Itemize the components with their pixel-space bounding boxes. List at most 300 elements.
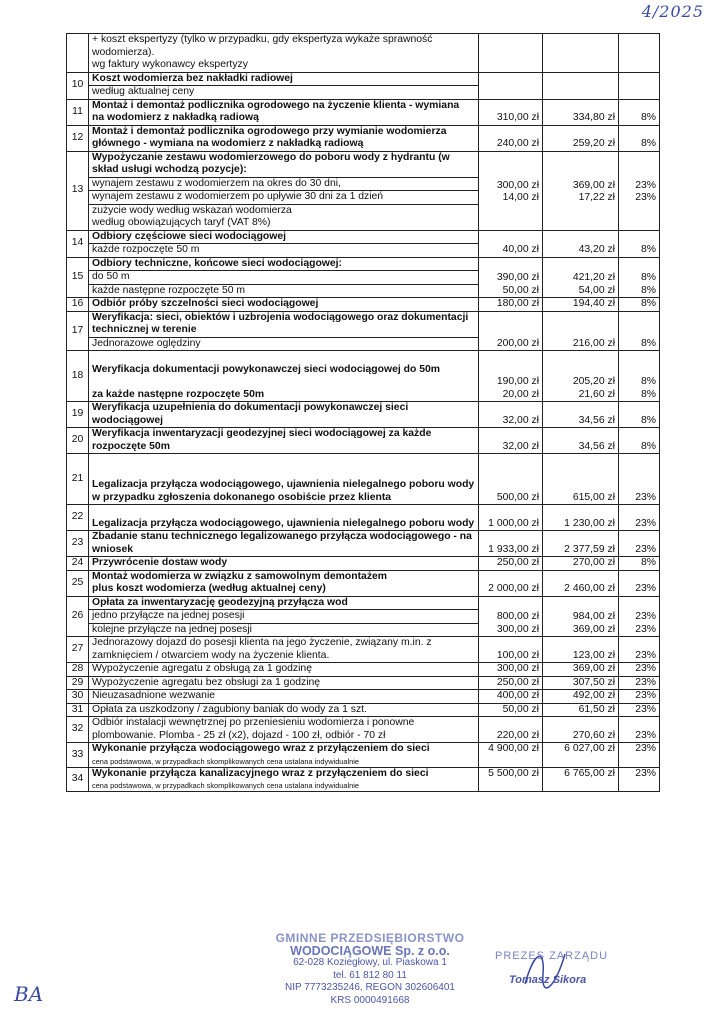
vat-value: 23% bbox=[635, 192, 656, 203]
description-line: wynajem zestawu z wodomierzem na okres do 30 dni, bbox=[89, 178, 478, 192]
net-price bbox=[479, 743, 543, 768]
vat-rate bbox=[619, 596, 660, 637]
vat-value: 23% bbox=[635, 611, 656, 622]
vat-rate bbox=[619, 298, 660, 312]
vat-value: 8% bbox=[640, 298, 656, 309]
net-value: 300,00 zł bbox=[496, 623, 539, 635]
description-line: Jednorazowy dojazd do posesji klienta na jego życzenie, związany m.in. z bbox=[92, 637, 432, 648]
net-price bbox=[479, 230, 543, 257]
table-row bbox=[67, 505, 660, 531]
service-description bbox=[89, 125, 479, 151]
table-row bbox=[67, 151, 660, 230]
net-value: 390,00 zł bbox=[496, 272, 539, 283]
net-price bbox=[479, 596, 543, 637]
signature-scribble bbox=[515, 944, 575, 994]
service-description bbox=[89, 505, 479, 531]
gross-value: 334,80 zł bbox=[572, 112, 615, 123]
row-number: 20 bbox=[67, 428, 89, 454]
gross-price bbox=[543, 717, 619, 743]
net-price bbox=[479, 125, 543, 151]
gross-value: 307,50 zł bbox=[572, 676, 615, 688]
stamp-line: WODOCIĄGOWE Sp. z o.o. bbox=[290, 943, 450, 958]
description-line: plombowanie. Plomba - 25 zł (x2), dojazd - 100 zł, odbiór - 70 zł bbox=[92, 729, 386, 741]
gross-value bbox=[546, 313, 615, 326]
gross-price bbox=[543, 690, 619, 704]
vat-rate bbox=[619, 676, 660, 690]
table-row bbox=[67, 663, 660, 677]
table-row bbox=[67, 557, 660, 571]
row-number: 14 bbox=[67, 230, 89, 257]
net-value: 32,00 zł bbox=[502, 414, 539, 426]
vat-rate bbox=[619, 743, 660, 768]
net-value: 500,00 zł bbox=[496, 491, 539, 503]
vat-rate bbox=[619, 428, 660, 454]
description-line: wynajem zestawu z wodomierzem po upływie 30 dni za 1 dzień bbox=[89, 191, 478, 205]
stamp-line: tel. 61 812 80 11 bbox=[333, 969, 407, 981]
description-line: rozpoczęte 50m bbox=[92, 440, 170, 452]
gross-price bbox=[543, 676, 619, 690]
row-number: 29 bbox=[67, 676, 89, 690]
description-line: Legalizacja przyłącza wodociągowego, ujawnienia nielegalnego poboru wody bbox=[92, 517, 475, 529]
gross-value: 259,20 zł bbox=[572, 138, 615, 149]
row-number: 30 bbox=[67, 690, 89, 704]
row-number: 28 bbox=[67, 663, 89, 677]
service-description bbox=[89, 557, 479, 571]
description-line: + koszt ekspertyzy (tylko w przypadku, gdy ekspertyza wykaże sprawność bbox=[92, 34, 433, 45]
vat-value: 8% bbox=[640, 112, 656, 123]
net-value bbox=[482, 780, 539, 791]
vat-value: 23% bbox=[635, 703, 656, 715]
company-stamp bbox=[250, 932, 490, 1007]
gross-price bbox=[543, 428, 619, 454]
service-description bbox=[89, 703, 479, 717]
description-line: plus koszt wodomierza (według aktualnej ceny) bbox=[92, 583, 326, 594]
vat-rate bbox=[619, 531, 660, 557]
description-line: Odbiór instalacji wewnętrznej po przeniesieniu wodomierza i ponowne bbox=[92, 717, 415, 728]
service-description bbox=[89, 402, 479, 428]
row-number: 31 bbox=[67, 703, 89, 717]
net-value: 400,00 zł bbox=[496, 690, 539, 701]
net-value: 4 900,00 zł bbox=[488, 743, 539, 754]
description-line: na wodomierz z nakładką radiową bbox=[92, 112, 259, 123]
net-price bbox=[479, 637, 543, 663]
gross-price bbox=[543, 570, 619, 596]
gross-value bbox=[546, 232, 615, 245]
description-line: według obowiązujących taryf (VAT 8%) bbox=[92, 217, 271, 228]
net-price bbox=[479, 298, 543, 312]
gross-price bbox=[543, 351, 619, 402]
description-line: jedno przyłącze na jednej posesji bbox=[89, 610, 478, 624]
net-price bbox=[479, 703, 543, 717]
table-row bbox=[67, 703, 660, 717]
net-value: 300,00 zł bbox=[496, 179, 539, 191]
net-value: 50,00 zł bbox=[502, 284, 539, 296]
vat-value bbox=[622, 325, 656, 338]
vat-value bbox=[622, 351, 656, 364]
vat-rate bbox=[619, 557, 660, 571]
net-price bbox=[479, 557, 543, 571]
service-description bbox=[89, 311, 479, 351]
vat-value: 8% bbox=[640, 244, 656, 255]
net-value bbox=[482, 351, 539, 364]
table-row bbox=[67, 125, 660, 151]
vat-value: 23% bbox=[635, 676, 656, 688]
net-value: 310,00 zł bbox=[496, 112, 539, 123]
gross-value: 6 765,00 zł bbox=[564, 767, 615, 779]
handwritten-initials: BA bbox=[14, 982, 44, 1006]
gross-price bbox=[543, 596, 619, 637]
description-line: technicznej w terenie bbox=[89, 324, 478, 338]
description-line: Montaż i demontaż podlicznika ogrodowego przy wymianie wodomierza bbox=[92, 125, 447, 137]
vat-rate bbox=[619, 402, 660, 428]
description-line: Wypożyczenie agregatu z obsługą za 1 godzinę bbox=[92, 663, 312, 674]
net-value bbox=[482, 167, 539, 180]
table-row bbox=[67, 570, 660, 596]
row-number: 25 bbox=[67, 570, 89, 596]
table-row bbox=[67, 298, 660, 312]
description-line: wodomierza). bbox=[92, 46, 155, 58]
row-number: 13 bbox=[67, 151, 89, 230]
net-value: 2 000,00 zł bbox=[488, 583, 539, 594]
net-price bbox=[479, 505, 543, 531]
description-line: Wykonanie przyłącza wodociągowego wraz z przyłączeniem do sieci bbox=[92, 743, 430, 754]
row-number: 15 bbox=[67, 257, 89, 298]
net-value bbox=[482, 232, 539, 245]
description-line: Montaż wodomierza w związku z samowolnym demontażem bbox=[92, 570, 388, 582]
service-description bbox=[89, 690, 479, 704]
description-line: zamknięciem / otwarciem wody na życzenie klienta. bbox=[92, 649, 330, 661]
description-line: Weryfikacja uzupełnienia do dokumentacji powykonawczej sieci bbox=[92, 402, 409, 413]
net-value bbox=[482, 325, 539, 338]
vat-rate bbox=[619, 351, 660, 402]
vat-rate bbox=[619, 257, 660, 298]
description-line: w przypadku zgłoszenia dokonanego osobiście przez klienta bbox=[92, 491, 392, 503]
row-number: 23 bbox=[67, 531, 89, 557]
net-price bbox=[479, 151, 543, 230]
net-value: 100,00 zł bbox=[496, 649, 539, 661]
description-line: cena podstawowa, w przypadkach skomplikowanych cena ustalana indywidualnie bbox=[92, 781, 360, 790]
vat-rate bbox=[619, 703, 660, 717]
net-price bbox=[479, 676, 543, 690]
gross-value: 54,00 zł bbox=[578, 284, 615, 296]
gross-value bbox=[546, 756, 615, 767]
description-line: Wypożyczanie zestawu wodomierzowego do poboru wody z hydrantu (w bbox=[92, 151, 450, 163]
vat-value: 8% bbox=[640, 440, 656, 452]
table-row bbox=[67, 690, 660, 704]
net-value: 300,00 zł bbox=[496, 663, 539, 674]
vat-value: 23% bbox=[635, 743, 656, 754]
table-row bbox=[67, 637, 660, 663]
table-row bbox=[67, 743, 660, 768]
service-description bbox=[89, 637, 479, 663]
net-price bbox=[479, 34, 543, 73]
gross-value: 6 027,00 zł bbox=[564, 743, 615, 754]
net-price bbox=[479, 767, 543, 792]
vat-value: 23% bbox=[635, 663, 656, 674]
net-price bbox=[479, 72, 543, 99]
description-line bbox=[92, 454, 475, 467]
row-number: 10 bbox=[67, 72, 89, 99]
gross-price bbox=[543, 703, 619, 717]
vat-value: 23% bbox=[635, 690, 656, 701]
vat-value: 23% bbox=[635, 583, 656, 594]
gross-value: 369,00 zł bbox=[572, 663, 615, 674]
service-description bbox=[89, 298, 479, 312]
gross-price bbox=[543, 298, 619, 312]
vat-value bbox=[622, 599, 656, 612]
service-description bbox=[89, 717, 479, 743]
description-line: Jednorazowe oględziny bbox=[92, 337, 201, 349]
row-number: 22 bbox=[67, 505, 89, 531]
description-line: Wypożyczenie agregatu bez obsługi za 1 godzinę bbox=[92, 676, 321, 688]
net-value: 50,00 zł bbox=[502, 703, 539, 715]
vat-value bbox=[622, 167, 656, 180]
vat-value: 8% bbox=[640, 272, 656, 283]
gross-value: 270,60 zł bbox=[572, 729, 615, 741]
vat-rate bbox=[619, 34, 660, 73]
handwritten-page-number: 4/2025 bbox=[641, 2, 704, 21]
description-line: każde rozpoczęte 50 m bbox=[92, 244, 200, 255]
gross-price bbox=[543, 454, 619, 505]
description-line: Weryfikacja: sieci, obiektów i uzbrojenia wodociągowego oraz dokumentacji bbox=[92, 311, 469, 323]
description-line: zużycie wody według wskazań wodomierza bbox=[92, 204, 292, 216]
table-row bbox=[67, 531, 660, 557]
net-value: 180,00 zł bbox=[496, 298, 539, 309]
vat-rate bbox=[619, 99, 660, 125]
description-line: za każde następne rozpoczęte 50m bbox=[92, 388, 265, 400]
gross-price bbox=[543, 151, 619, 230]
price-list-table bbox=[66, 33, 660, 792]
description-line bbox=[92, 505, 475, 518]
net-value bbox=[482, 155, 539, 168]
gross-price bbox=[543, 125, 619, 151]
net-price bbox=[479, 428, 543, 454]
gross-price bbox=[543, 257, 619, 298]
gross-value: 2 460,00 zł bbox=[564, 583, 615, 594]
net-value: 250,00 zł bbox=[496, 557, 539, 568]
vat-value bbox=[622, 155, 656, 168]
vat-value bbox=[622, 232, 656, 245]
gross-value: 421,20 zł bbox=[572, 272, 615, 283]
vat-value: 23% bbox=[635, 491, 656, 503]
gross-value: 43,20 zł bbox=[578, 244, 615, 255]
net-value: 800,00 zł bbox=[496, 611, 539, 622]
table-row bbox=[67, 99, 660, 125]
gross-price bbox=[543, 72, 619, 99]
row-number: 34 bbox=[67, 767, 89, 792]
description-line bbox=[92, 467, 475, 480]
table-row bbox=[67, 351, 660, 402]
service-description bbox=[89, 34, 479, 73]
vat-rate bbox=[619, 663, 660, 677]
gross-value: 61,50 zł bbox=[578, 703, 615, 715]
table-row bbox=[67, 596, 660, 637]
net-price bbox=[479, 570, 543, 596]
net-value bbox=[482, 217, 539, 230]
gross-price bbox=[543, 99, 619, 125]
gross-value: 34,56 zł bbox=[578, 440, 615, 452]
vat-value: 23% bbox=[635, 729, 656, 741]
vat-rate bbox=[619, 72, 660, 99]
net-price bbox=[479, 531, 543, 557]
description-line: każde następne rozpoczęte 50 m bbox=[92, 284, 246, 296]
service-description bbox=[89, 531, 479, 557]
service-description bbox=[89, 570, 479, 596]
gross-price bbox=[543, 743, 619, 768]
net-price bbox=[479, 454, 543, 505]
row-number: 32 bbox=[67, 717, 89, 743]
gross-value: 216,00 zł bbox=[572, 337, 615, 349]
net-price bbox=[479, 257, 543, 298]
gross-value bbox=[546, 780, 615, 791]
description-line: Koszt wodomierza bez nakładki radiowej bbox=[89, 73, 478, 87]
description-line: cena podstawowa, w przypadkach skomplikowanych cena ustalana indywidualnie bbox=[92, 756, 360, 766]
stamp-line: GMINNE PRZEDSIĘBIORSTWO bbox=[275, 931, 465, 945]
vat-rate bbox=[619, 230, 660, 257]
gross-value bbox=[546, 364, 615, 377]
table-row bbox=[67, 311, 660, 351]
vat-value: 23% bbox=[635, 517, 656, 529]
stamp-line: KRS 0000491668 bbox=[330, 994, 410, 1006]
description-line: Odbiory techniczne, końcowe sieci wodociągowej: bbox=[89, 258, 478, 272]
vat-value: 23% bbox=[635, 623, 656, 635]
description-line: Odbiory częściowe sieci wodociągowej bbox=[89, 231, 478, 245]
vat-value: 23% bbox=[635, 179, 656, 191]
vat-rate bbox=[619, 125, 660, 151]
net-value: 240,00 zł bbox=[496, 138, 539, 149]
vat-value bbox=[622, 217, 656, 230]
description-line: Opłata za uszkodzony / zagubiony baniak do wody za 1 szt. bbox=[92, 703, 367, 715]
row-number: 12 bbox=[67, 125, 89, 151]
gross-value: 369,00 zł bbox=[572, 623, 615, 635]
gross-value: 205,20 zł bbox=[572, 376, 615, 387]
vat-value: 8% bbox=[640, 388, 656, 400]
net-value: 250,00 zł bbox=[496, 676, 539, 688]
service-description bbox=[89, 596, 479, 637]
service-description bbox=[89, 663, 479, 677]
table-row bbox=[67, 454, 660, 505]
gross-value bbox=[546, 167, 615, 180]
gross-price bbox=[543, 767, 619, 792]
row-number: 24 bbox=[67, 557, 89, 571]
description-line bbox=[92, 376, 475, 389]
row-number: 21 bbox=[67, 454, 89, 505]
gross-value: 615,00 zł bbox=[572, 491, 615, 503]
vat-rate bbox=[619, 570, 660, 596]
net-value: 5 500,00 zł bbox=[488, 767, 539, 779]
gross-value: 984,00 zł bbox=[572, 611, 615, 622]
vat-value bbox=[622, 313, 656, 326]
gross-value: 194,40 zł bbox=[572, 298, 615, 309]
service-description bbox=[89, 230, 479, 257]
row-number: 11 bbox=[67, 99, 89, 125]
gross-price bbox=[543, 505, 619, 531]
row-number: 18 bbox=[67, 351, 89, 402]
gross-price bbox=[543, 311, 619, 351]
description-line bbox=[92, 351, 475, 364]
signature-title: PREZES ZARZĄDU bbox=[495, 950, 609, 962]
gross-value: 17,22 zł bbox=[578, 192, 615, 203]
table-row bbox=[67, 767, 660, 792]
description-line: Zbadanie stanu technicznego legalizowanego przyłącza wodociągowego - na bbox=[92, 531, 472, 542]
vat-value: 23% bbox=[635, 649, 656, 661]
gross-value bbox=[546, 325, 615, 338]
table-row bbox=[67, 428, 660, 454]
table-row bbox=[67, 34, 660, 73]
net-value bbox=[482, 364, 539, 377]
vat-rate bbox=[619, 717, 660, 743]
net-value: 200,00 zł bbox=[496, 337, 539, 349]
net-price bbox=[479, 402, 543, 428]
vat-value: 8% bbox=[640, 138, 656, 149]
vat-value: 8% bbox=[640, 337, 656, 349]
service-description bbox=[89, 676, 479, 690]
vat-rate bbox=[619, 454, 660, 505]
net-price bbox=[479, 351, 543, 402]
description-line: Nieuzasadnione wezwanie bbox=[92, 690, 216, 701]
row-number: 33 bbox=[67, 743, 89, 768]
service-description bbox=[89, 72, 479, 99]
gross-value: 2 377,59 zł bbox=[564, 543, 615, 555]
description-line: do 50 m bbox=[89, 271, 478, 285]
net-value bbox=[482, 205, 539, 218]
row-number: 27 bbox=[67, 637, 89, 663]
row-number: 26 bbox=[67, 596, 89, 637]
gross-price bbox=[543, 230, 619, 257]
description-line: Weryfikacja dokumentacji powykonawczej sieci wodociągowej do 50m bbox=[92, 363, 441, 375]
gross-value: 34,56 zł bbox=[578, 414, 615, 426]
description-line: kolejne przyłącze na jednej posesji bbox=[92, 623, 252, 635]
vat-value: 8% bbox=[640, 376, 656, 387]
net-price bbox=[479, 690, 543, 704]
gross-price bbox=[543, 557, 619, 571]
vat-value bbox=[622, 756, 656, 767]
net-value bbox=[482, 599, 539, 612]
description-line: skład usługi wchodzą pozycje): bbox=[89, 164, 478, 178]
vat-value: 8% bbox=[640, 414, 656, 426]
gross-price bbox=[543, 663, 619, 677]
vat-rate bbox=[619, 505, 660, 531]
table-row bbox=[67, 717, 660, 743]
service-description bbox=[89, 454, 479, 505]
table-row bbox=[67, 676, 660, 690]
gross-price bbox=[543, 34, 619, 73]
vat-rate bbox=[619, 311, 660, 351]
service-description bbox=[89, 351, 479, 402]
gross-value bbox=[546, 260, 615, 273]
vat-value: 23% bbox=[635, 767, 656, 779]
description-line: wniosek bbox=[92, 543, 133, 555]
description-line: według aktualnej ceny bbox=[92, 86, 195, 97]
gross-price bbox=[543, 531, 619, 557]
description-line: wodociągowej bbox=[92, 414, 164, 426]
service-description bbox=[89, 99, 479, 125]
net-value: 32,00 zł bbox=[502, 440, 539, 452]
net-value: 40,00 zł bbox=[502, 244, 539, 255]
net-value: 20,00 zł bbox=[502, 388, 539, 400]
net-price bbox=[479, 717, 543, 743]
gross-value: 492,00 zł bbox=[572, 690, 615, 701]
vat-value bbox=[622, 780, 656, 791]
vat-value: 8% bbox=[640, 284, 656, 296]
row-number bbox=[67, 34, 89, 73]
row-number: 16 bbox=[67, 298, 89, 312]
gross-price bbox=[543, 637, 619, 663]
net-value: 220,00 zł bbox=[496, 729, 539, 741]
net-price bbox=[479, 663, 543, 677]
service-description bbox=[89, 743, 479, 768]
net-value: 1 933,00 zł bbox=[488, 543, 539, 555]
